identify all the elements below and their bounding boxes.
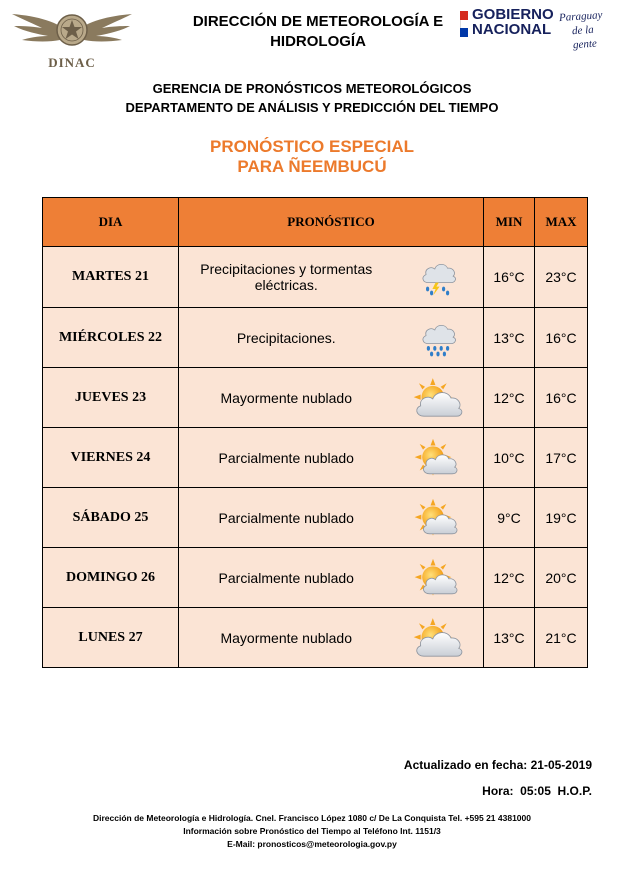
footer-contact <box>0 812 624 851</box>
day-cell: JUEVES 23 <box>43 368 179 428</box>
min-temp-cell: 16°C <box>484 247 535 308</box>
partly-cloudy-icon <box>413 556 463 600</box>
table-row <box>43 608 588 668</box>
table-row <box>43 428 588 488</box>
gov-name-line2: NACIONAL <box>472 21 552 38</box>
day-cell: DOMINGO 26 <box>43 548 179 608</box>
header-max: MAX <box>535 198 588 247</box>
gov-slogan-line1: Paraguay <box>558 9 603 25</box>
gov-slogan-line2: de la gente <box>571 23 598 52</box>
table-row <box>43 368 588 428</box>
org-title <box>178 12 458 52</box>
min-temp-cell: 13°C <box>484 308 535 368</box>
weather-icon-cell <box>394 368 484 428</box>
table-row <box>43 308 588 368</box>
storm-icon <box>414 256 462 298</box>
min-temp-cell: 9°C <box>484 488 535 548</box>
day-cell: MIÉRCOLES 22 <box>43 308 179 368</box>
table-row <box>43 247 588 308</box>
table-row <box>43 488 588 548</box>
day-cell: SÁBADO 25 <box>43 488 179 548</box>
footer-phone: Información sobre Pronóstico del Tiempo al Teléfono Int. 1151/3 <box>183 826 441 836</box>
min-temp-cell: 10°C <box>484 428 535 488</box>
header-day: DIA <box>43 198 179 247</box>
org-title-line1: DIRECCIÓN DE METEOROLOGÍA E <box>192 13 444 30</box>
weather-icon-cell <box>394 488 484 548</box>
max-temp-cell: 21°C <box>535 608 588 668</box>
table-row <box>43 548 588 608</box>
max-temp-cell: 19°C <box>535 488 588 548</box>
weather-icon-cell <box>394 247 484 308</box>
org-title-line2: HIDROLOGÍA <box>270 33 366 50</box>
forecast-cell: Parcialmente nublado <box>179 548 394 608</box>
max-temp-cell: 16°C <box>535 308 588 368</box>
mostly-cloudy-icon <box>412 376 464 420</box>
forecast-table <box>42 197 588 668</box>
gov-name-line1: GOBIERNO <box>472 6 554 23</box>
header-forecast: PRONÓSTICO <box>179 198 484 247</box>
day-cell: VIERNES 24 <box>43 428 179 488</box>
max-temp-cell: 16°C <box>535 368 588 428</box>
weather-icon-cell <box>394 308 484 368</box>
weather-icon-cell <box>394 428 484 488</box>
report-title-line2: PARA ÑEEMBUCÚ <box>237 157 387 176</box>
forecast-cell: Mayormente nublado <box>179 608 394 668</box>
dinac-logo-text: DINAC <box>48 55 96 70</box>
mostly-cloudy-icon <box>412 616 464 660</box>
subtitle-line2: DEPARTAMENTO DE ANÁLISIS Y PREDICCIÓN DEL TIEMPO <box>125 100 499 115</box>
forecast-cell: Parcialmente nublado <box>179 488 394 548</box>
rain-icon <box>414 317 462 359</box>
forecast-cell: Parcialmente nublado <box>179 428 394 488</box>
max-temp-cell: 17°C <box>535 428 588 488</box>
forecast-cell: Mayormente nublado <box>179 368 394 428</box>
gov-name <box>472 7 554 37</box>
updated-time: Hora: 05:05 H.O.P. <box>482 784 592 798</box>
update-info <box>404 752 592 804</box>
partly-cloudy-icon <box>413 496 463 540</box>
forecast-cell: Precipitaciones. <box>179 308 394 368</box>
weather-icon-cell <box>394 608 484 668</box>
min-temp-cell: 12°C <box>484 548 535 608</box>
report-title-line1: PRONÓSTICO ESPECIAL <box>209 137 415 156</box>
gobierno-nacional-logo <box>460 5 620 52</box>
report-title <box>0 137 624 177</box>
forecast-cell: Precipitaciones y tormentas eléctricas. <box>179 247 394 308</box>
day-cell: MARTES 21 <box>43 247 179 308</box>
max-temp-cell: 20°C <box>535 548 588 608</box>
max-temp-cell: 23°C <box>535 247 588 308</box>
min-temp-cell: 13°C <box>484 608 535 668</box>
footer-address: Dirección de Meteorología e Hidrología. Cnel. Francisco López 1080 c/ De La Conquista Tel. +595 21 4381000 <box>93 813 531 823</box>
partly-cloudy-icon <box>413 436 463 480</box>
subtitle-line1: GERENCIA DE PRONÓSTICOS METEOROLÓGICOS <box>152 81 472 96</box>
weather-icon-cell <box>394 548 484 608</box>
header-min: MIN <box>484 198 535 247</box>
gov-slogan <box>559 7 622 53</box>
footer-email: E-Mail: pronosticos@meteorologia.gov.py <box>227 839 397 849</box>
updated-date: Actualizado en fecha: 21-05-2019 <box>403 758 592 772</box>
min-temp-cell: 12°C <box>484 368 535 428</box>
table-header-row <box>43 198 588 247</box>
day-cell: LUNES 27 <box>43 608 179 668</box>
paraguay-flag-icon <box>460 11 468 37</box>
department-subtitle <box>0 79 624 117</box>
